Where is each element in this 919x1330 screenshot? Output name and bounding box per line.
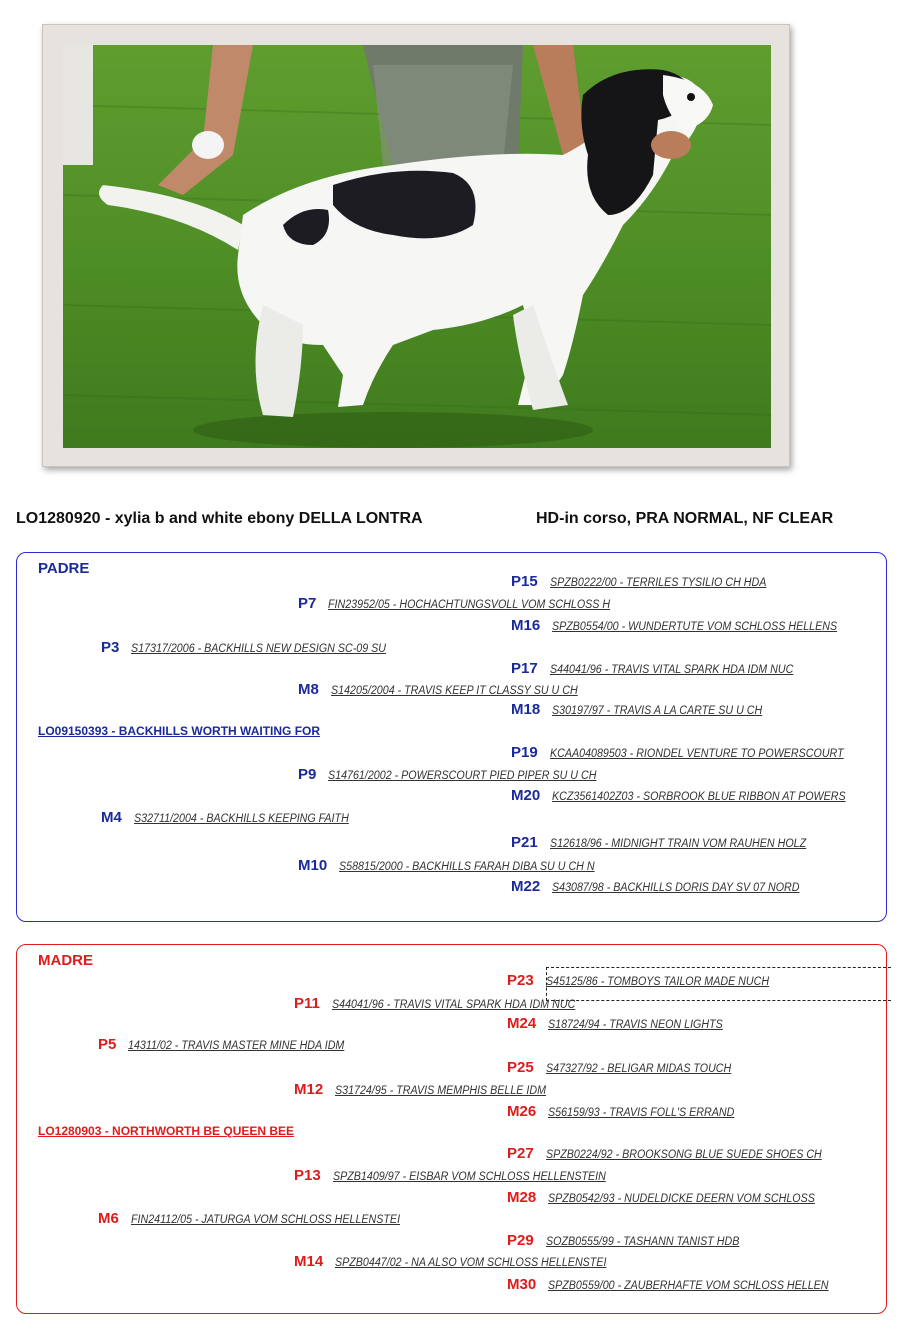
entry-code: P3 [101,639,120,656]
entry-code: P23 [507,972,534,989]
entry-link[interactable]: SPZB0222/00 - TERRILES TYSILIO CH HDA [549,577,767,589]
entry-code: M18 [511,701,541,718]
entry-link[interactable]: KCAA04089503 - RIONDEL VENTURE TO POWERSCOURT [549,748,844,760]
entry-code: M8 [298,681,319,698]
madre-pedigree-box [16,944,887,1314]
pedigree-entry-m20 [511,787,868,805]
pedigree-entry-p19 [511,744,865,762]
pedigree-entry-m12 [294,1081,562,1099]
pedigree-entry-p25 [507,1059,745,1077]
entry-code: M30 [507,1276,537,1293]
entry-code: P7 [298,595,317,612]
entry-code: P9 [298,766,317,783]
entry-link[interactable]: S44041/96 - TRAVIS VITAL SPARK HDA IDM NUC [331,999,576,1011]
entry-link[interactable]: S43087/98 - BACKHILLS DORIS DAY SV 07 NORD [552,882,800,894]
pedigree-entry-m16 [511,617,859,635]
health-tests: HD-in corso, PRA NORMAL, NF CLEAR [536,510,834,527]
entry-link[interactable]: S12618/96 - MIDNIGHT TRAIN VOM RAUHEN HOLZ [549,838,806,850]
entry-link[interactable]: S14205/2004 - TRAVIS KEEP IT CLASSY SU U CH [330,685,578,697]
entry-link[interactable]: SPZB0554/00 - WUNDERTUTE VOM SCHLOSS HELLENS [552,621,838,633]
entry-link[interactable]: SPZB0559/00 - ZAUBERHAFTE VOM SCHLOSS HELLEN [548,1280,829,1292]
pedigree-entry-p23 [507,972,786,990]
entry-code: M20 [511,787,541,804]
entry-code: P17 [511,660,538,677]
entry-code: M28 [507,1189,537,1206]
pedigree-entry-p9 [298,766,617,784]
entry-code: P19 [511,744,538,761]
pedigree-entry-p5 [98,1036,361,1054]
entry-code: M16 [511,617,541,634]
entry-code: M10 [298,857,328,874]
pedigree-entry-p15 [511,573,782,591]
entry-link[interactable]: S45125/86 - TOMBOYS TAILOR MADE NUCH [545,976,769,988]
pedigree-entry-p11 [294,995,593,1013]
entry-link[interactable]: S44041/96 - TRAVIS VITAL SPARK HDA IDM NUC [549,664,793,676]
entry-code: M22 [511,878,541,895]
entry-code: M12 [294,1081,324,1098]
entry-code: M4 [101,809,122,826]
entry-code: P5 [98,1036,117,1053]
madre-root-link[interactable]: LO1280903 - NORTHWORTH BE QUEEN BEE [38,1124,295,1138]
pedigree-entry-p7 [298,595,632,613]
dog-registration-and-name: LO1280920 - xylia b and white ebony DELLA LONTRA [16,510,423,527]
entry-code: P25 [507,1059,534,1076]
entry-link[interactable]: KCZ3561402Z03 - SORBROOK BLUE RIBBON AT POWERS [552,791,846,803]
entry-code: P21 [511,834,538,851]
pedigree-entry-m8 [298,681,596,699]
entry-code: M26 [507,1103,537,1120]
entry-link[interactable]: SPZB1409/97 - EISBAR VOM SCHLOSS HELLENSTEIN [332,1171,606,1183]
entry-link[interactable]: S56159/93 - TRAVIS FOLL'S ERRAND [548,1107,735,1119]
pedigree-entry-p13 [294,1167,626,1185]
pedigree-entry-m4 [101,809,365,827]
entry-code: P15 [511,573,538,590]
entry-code: P11 [294,995,320,1012]
entry-link[interactable]: SOZB0555/99 - TASHANN TANIST HDB [545,1236,740,1248]
madre-title: MADRE [38,952,93,969]
pedigree-entry-p21 [511,834,825,852]
pedigree-entry-p3 [101,639,406,657]
pedigree-entry-m14 [294,1253,627,1271]
entry-link[interactable]: FIN23952/05 - HOCHACHTUNGSVOLL VOM SCHLOSS H [328,599,611,611]
pedigree-entry-m6 [98,1210,420,1228]
entry-link[interactable]: SPZB0542/93 - NUDELDICKE DEERN VOM SCHLOSS [548,1193,816,1205]
dog-photo-frame [42,24,790,467]
entry-link[interactable]: S18724/94 - TRAVIS NEON LIGHTS [548,1019,723,1031]
entry-link[interactable]: SPZB0447/02 - NA ALSO VOM SCHLOSS HELLENSTEI [335,1257,607,1269]
padre-pedigree-box [16,552,887,922]
entry-link[interactable]: SPZB0224/92 - BROOKSONG BLUE SUEDE SHOES CH [545,1149,822,1161]
entry-code: P29 [507,1232,534,1249]
pedigree-entry-m18 [511,701,778,719]
pedigree-entry-m24 [507,1015,736,1033]
entry-link[interactable]: S47327/92 - BELIGAR MIDAS TOUCH [545,1063,731,1075]
entry-code: P13 [294,1167,321,1184]
dog-photo [63,45,771,448]
pedigree-entry-p29 [507,1232,754,1250]
entry-code: P27 [507,1145,534,1162]
pedigree-entry-m30 [507,1276,850,1294]
entry-code: M24 [507,1015,537,1032]
entry-link[interactable]: S31724/95 - TRAVIS MEMPHIS BELLE IDM [335,1085,547,1097]
padre-root-link[interactable]: LO09150393 - BACKHILLS WORTH WAITING FOR [38,724,321,738]
entry-link[interactable]: S17317/2006 - BACKHILLS NEW DESIGN SC-09 SU [131,643,387,655]
padre-title: PADRE [38,560,90,577]
entry-link[interactable]: S58815/2000 - BACKHILLS FARAH DIBA SU U CH N [339,861,595,873]
pedigree-entry-m26 [507,1103,749,1121]
entry-link[interactable]: 14311/02 - TRAVIS MASTER MINE HDA IDM [128,1040,345,1052]
entry-link[interactable]: S32711/2004 - BACKHILLS KEEPING FAITH [133,813,349,825]
entry-link[interactable]: FIN24112/05 - JATURGA VOM SCHLOSS HELLENSTEI [130,1214,400,1226]
dog-headline [16,510,896,528]
entry-code: M14 [294,1253,324,1270]
pedigree-entry-m28 [507,1189,835,1207]
entry-link[interactable]: S30197/97 - TRAVIS A LA CARTE SU U CH [552,705,763,717]
entry-link[interactable]: S14761/2002 - POWERSCOURT PIED PIPER SU U CH [328,770,597,782]
pedigree-entry-m22 [511,878,818,896]
entry-code: M6 [98,1210,119,1227]
pedigree-entry-p17 [511,660,811,678]
pedigree-entry-m10 [298,857,614,875]
pedigree-entry-p27 [507,1145,842,1163]
